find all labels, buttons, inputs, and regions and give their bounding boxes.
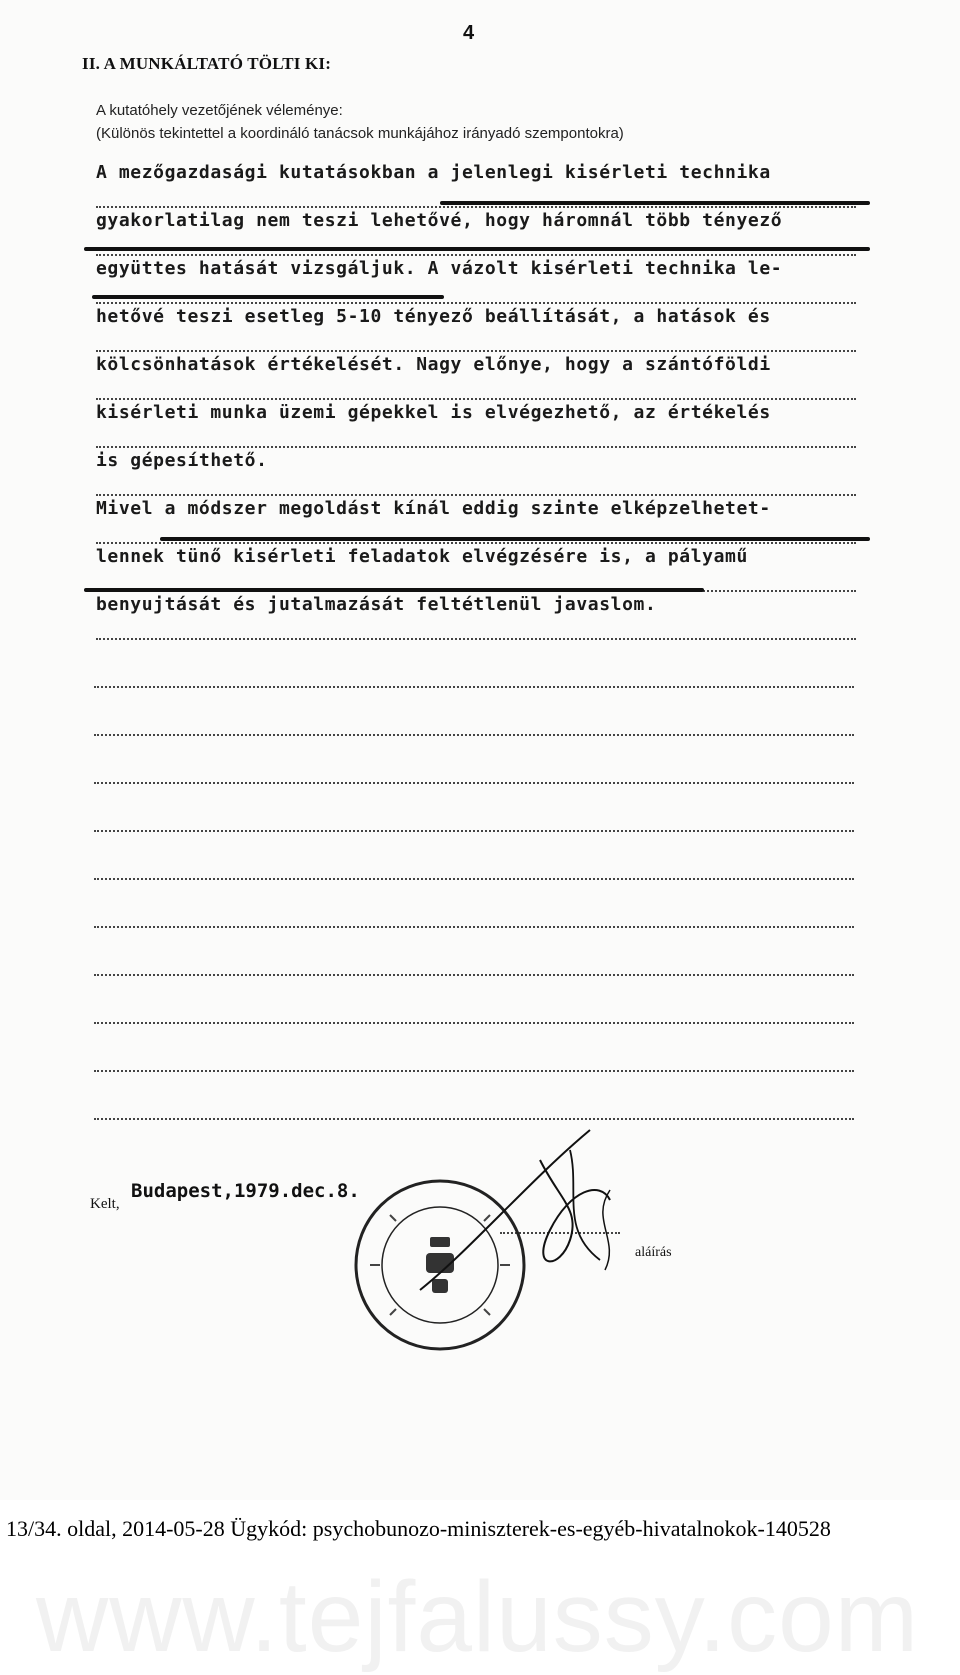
- typed-line-7: is gépesíthető.: [96, 448, 856, 496]
- typed-line-10: benyujtását és jutalmazását feltétlenül javaslom.: [96, 592, 856, 640]
- emphasis-underline: [440, 201, 870, 205]
- date-label: Kelt,: [90, 1196, 120, 1212]
- typed-line-4: hetővé teszi esetleg 5-10 tényező beállítását, a hatások és: [96, 304, 856, 352]
- date-value: Budapest,1979.dec.8.: [131, 1180, 360, 1202]
- blank-dotted-line: [94, 926, 854, 928]
- typed-line-3: együttes hatását vizsgáljuk. A vázolt kisérleti technika le-: [96, 256, 856, 304]
- blank-dotted-line: [94, 1070, 854, 1072]
- emphasis-underline: [92, 295, 444, 299]
- page-footer: 13/34. oldal, 2014-05-28 Ügykód: psychobunozo-miniszterek-es-egyéb-hivatalnokok-140528: [6, 1516, 831, 1541]
- typed-line-1: A mezőgazdasági kutatásokban a jelenlegi kisérleti technika: [96, 160, 856, 208]
- handwritten-signature: [410, 1120, 640, 1300]
- blank-dotted-line: [94, 734, 854, 736]
- blank-dotted-line: [94, 830, 854, 832]
- typed-line-2: gyakorlatilag nem teszi lehetővé, hogy háromnál több tényező: [96, 208, 856, 256]
- blank-dotted-line: [94, 782, 854, 784]
- emphasis-underline: [84, 247, 870, 251]
- page-number: 4: [463, 22, 475, 44]
- instruction-line-1: A kutatóhely vezetőjének véleménye:: [96, 102, 343, 119]
- site-watermark: www.tejfalussy.com: [36, 1561, 920, 1673]
- typed-line-5: kölcsönhatások értékelését. Nagy előnye, hogy a szántóföldi: [96, 352, 856, 400]
- instruction-line-2: (Különös tekintettel a koordináló tanácsok munkájához irányadó szempontokra): [96, 125, 624, 142]
- typed-line-9: lennek tünő kisérleti feladatok elvégzésére is, a pályamű: [96, 544, 856, 592]
- blank-dotted-line: [94, 974, 854, 976]
- typed-line-6: kisérleti munka üzemi gépekkel is elvégezhető, az értékelés: [96, 400, 856, 448]
- typed-line-8: Mivel a módszer megoldást kínál eddig szinte elképzelhetet-: [96, 496, 856, 544]
- emphasis-underline: [160, 537, 870, 541]
- blank-dotted-line: [94, 1022, 854, 1024]
- emphasis-underline: [84, 588, 704, 592]
- blank-dotted-line: [94, 878, 854, 880]
- blank-dotted-line: [94, 686, 854, 688]
- signature-label: aláírás: [635, 1245, 672, 1260]
- section-heading: II. A MUNKÁLTATÓ TÖLTI KI:: [82, 54, 332, 73]
